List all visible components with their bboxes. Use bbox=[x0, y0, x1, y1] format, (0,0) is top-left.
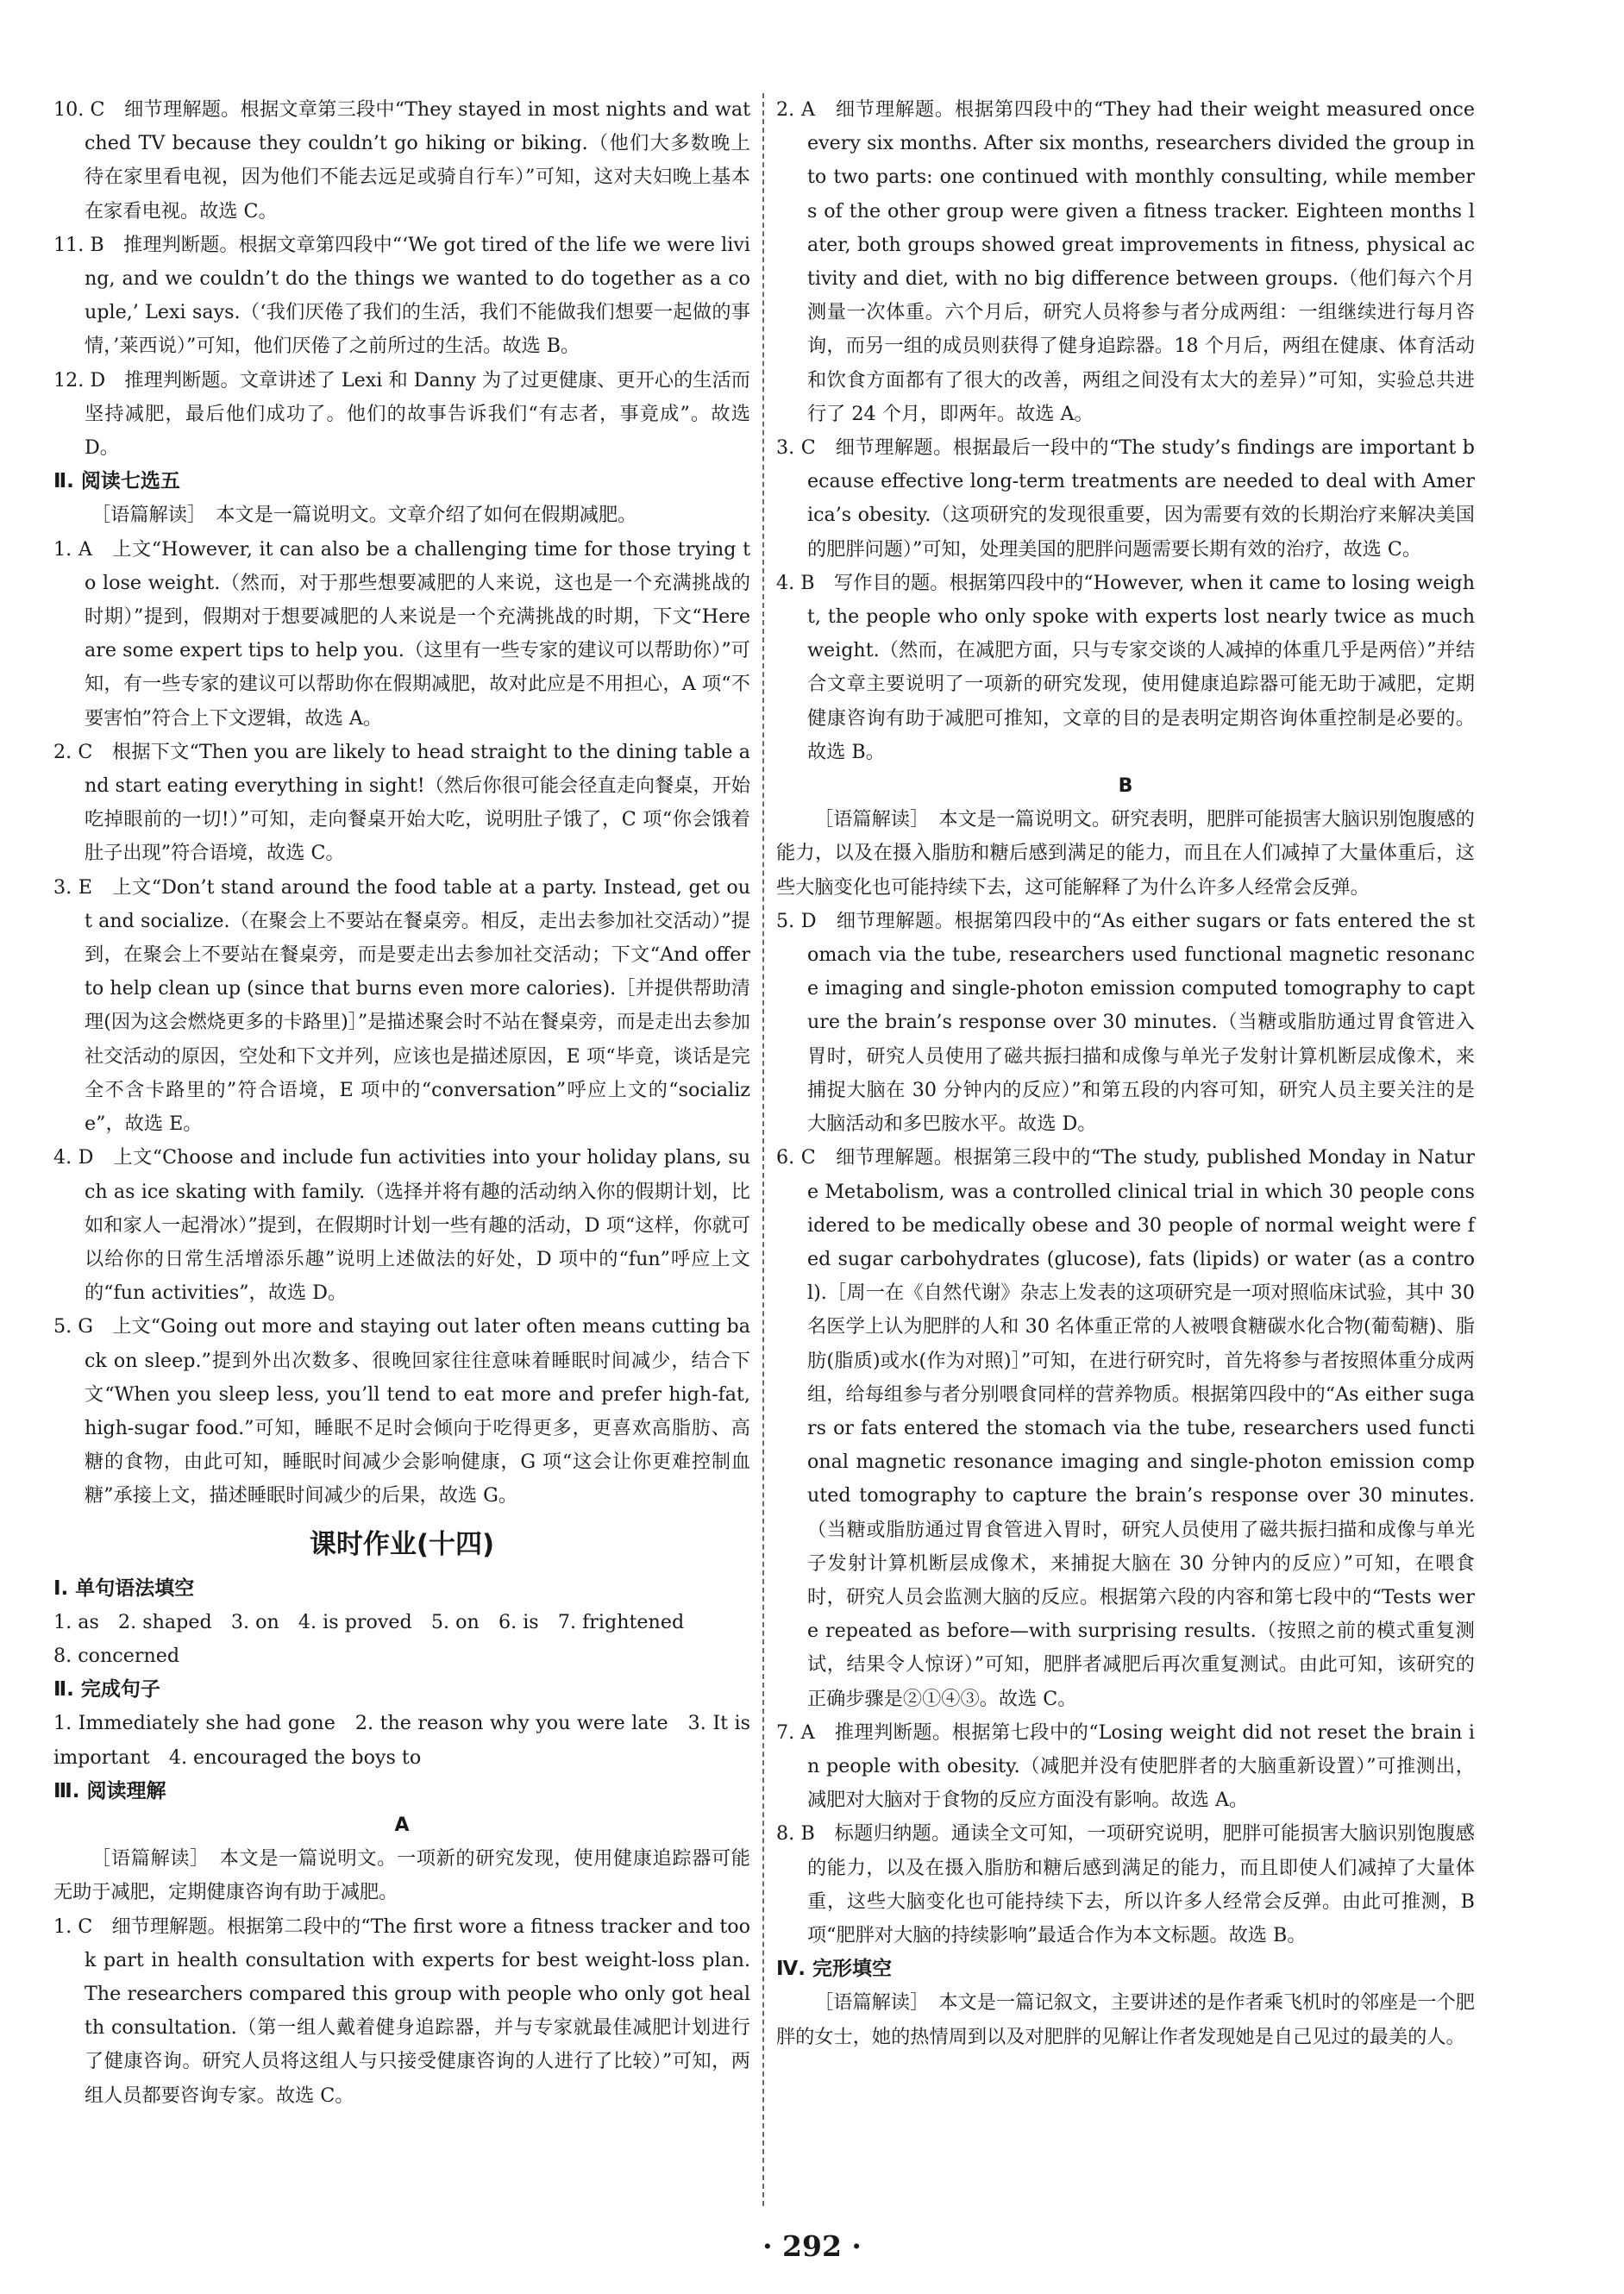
answer-12: 12. D 推理判断题。文章讲述了 Lexi 和 Danny 为了过更健康、更开心的生活而坚持减肥，最后他们成功了。他们的故事告诉我们“有志者，事竟成”。故选 D。 bbox=[53, 368, 750, 460]
passage-a-answer-1: 1. C 细节理解题。根据第二段中的“The first wore a fitness tracker and took part in health consultation with experts for best weight-loss plan. The researchers compared this group with people who only got health consultation.（第一组人戴着健身追踪器，并与专家就最佳减肥计划进行了健康咨询。研究人员将这组人与只接受健康咨询的人进行了比较）”可知，两组人员都要咨询专家。故选 C。 bbox=[53, 1915, 750, 2107]
complete-sentences-title: Ⅱ. 完成句子 bbox=[53, 1678, 160, 1702]
reading-comprehension-title: Ⅲ. 阅读理解 bbox=[53, 1779, 166, 1802]
left-column bbox=[53, 93, 750, 2113]
grammar-fill-title: Ⅰ. 单句语法填空 bbox=[53, 1576, 195, 1600]
answer-10: 10. C 细节理解题。根据文章第三段中“They stayed in most nights and watched TV because they couldn’t go hiking or biking.（他们大多数晚上待在家里看电视，因为他们不能去远足或骑自行车）”可知，这对夫妇晚上基本在家看电视。故选 C。 bbox=[53, 98, 750, 223]
passage-a-answer-3: 3. C 细节理解题。根据最后一段中的“The study’s findings are important because effective long-term treatments are needed to deal with America’s obesity.（这项研究的发现很重要，因为需要有效的长期治疗来解决美国的肥胖问题）”可知，处理美国的肥胖问题需要长期有效的治疗，故选 C。 bbox=[776, 436, 1475, 561]
section-seven-choose-five-intro: ［语篇解读］ 本文是一篇说明文。文章介绍了如何在假期减肥。 bbox=[91, 504, 637, 527]
homework-title: 课时作业(十四) bbox=[309, 1528, 495, 1560]
passage-a-answer-2: 2. A 细节理解题。根据第四段中的“They had their weight measured once every six months. After six months, researchers divided the group into two parts: one continued with monthly consulting, while members of the other group were given a fitness tracker. Eighteen months later, both groups showed great improvements in fitness, physical activity and diet, with no big difference between groups.（他们每六个月测量一次体重。六个月后，研究人员将参与者分成两组：一组继续进行每月咨询，而另一组的成员则获得了健身追踪器。18 个月后，两组在健康、体育活动和饮食方面都有了很大的改善，两组之间没有太大的差异）”可知，实验总共进行了 24 个月，即两年。故选 A。 bbox=[776, 98, 1475, 425]
passage-b-answer-8: 8. B 标题归纳题。通读全文可知，一项研究说明，肥胖可能损害大脑识别饱腹感的能力，以及在摄入脂肪和糖后感到满足的能力，而且即使人们减掉了大量体重，这些大脑变化也可能持续下去，所以许多人经常会反弹。由此可推测，B 项“肥胖对大脑的持续影响”最适合作为本文标题。故选 B。 bbox=[776, 1822, 1475, 1946]
seven-choose-five-answer-3: 3. E 上文“Don’t stand around the food table at a party. Instead, get out and socialize.（在聚会上不要站在餐桌旁。相反，走出去参加社交活动）”提到，在聚会上不要站在餐桌旁，而是要走出去参加社交活动；下文“And offer to help clean up (since that burns even more calories).［并提供帮助清理(因为这会燃烧更多的卡路里)］”是描述聚会时不站在餐桌旁，而是走出去参加社交活动的原因，空处和下文并列，应该也是描述原因，E 项“毕竟，谈话是完全不含卡路里的”符合语境，E 项中的“conversation”呼应上文的“socialize”，故选 E。 bbox=[53, 875, 750, 1136]
passage-a-intro: ［语篇解读］ 本文是一篇说明文。一项新的研究发现，使用健康追踪器可能无助于减肥，定期健康咨询有助于减肥。 bbox=[53, 1847, 750, 1904]
passage-b-answer-7: 7. A 推理判断题。根据第七段中的“Losing weight did not reset the brain in people with obesity.（减肥并没有使肥胖者的大脑重新设置）”可推测出，减肥对大脑对于食物的反应方面没有影响。故选 A。 bbox=[776, 1720, 1475, 1812]
passage-b-intro: ［语篇解读］ 本文是一篇说明文。研究表明，肥胖可能损害大脑识别饱腹感的能力，以及在摄入脂肪和糖后感到满足的能力，而且在人们减掉了大量体重后，这些大脑变化也可能持续下去，这可能解释了为什么许多人经常会反弹。 bbox=[776, 808, 1475, 899]
passage-b-answer-5: 5. D 细节理解题。根据第四段中的“As either sugars or fats entered the stomach via the tube, researchers used functional magnetic resonance imaging and single-photon emission computed tomography to capture the brain’s response over 30 minutes.（当糖或脂肪通过胃食管进入胃时，研究人员使用了磁共振扫描和成像与单光子发射计算机断层成像术，来捕捉大脑在 30 分钟内的反应）”和第五段的内容可知，研究人员主要关注的是大脑活动和多巴胺水平。故选 D。 bbox=[776, 909, 1475, 1136]
cloze-intro: ［语篇解读］ 本文是一篇记叙文，主要讲述的是作者乘飞机时的邻座是一个肥胖的女士，她的热情周到以及对肥胖的见解让作者发现她是自己见过的最美的人。 bbox=[776, 1991, 1475, 2048]
seven-choose-five-answer-2: 2. C 根据下文“Then you are likely to head straight to the dining table and start eating everything in sight!（然后你很可能会径直走向餐桌，开始吃掉眼前的一切!）”可知，走向餐桌开始大吃，说明肚子饿了，C 项“你会饿着肚子出现”符合语境，故选 C。 bbox=[53, 740, 750, 865]
passage-a-answer-4: 4. B 写作目的题。根据第四段中的“However, when it came to losing weight, the people who only spoke with experts lost nearly twice as much weight.（然而，在减肥方面，只与专家交谈的人减掉的体重几乎是两倍）”并结合文章主要说明了一项新的研究发现，使用健康追踪器可能无助于减肥，定期健康咨询有助于减肥可推知，文章的目的是表明定期咨询体重控制是必要的。故选 B。 bbox=[776, 571, 1475, 763]
grammar-fill-answers-line-1: 1. as 2. shaped 3. on 4. is proved 5. on 6. is 7. frightened bbox=[53, 1610, 685, 1633]
page-number: · 292 · bbox=[762, 2229, 862, 2263]
answer-11: 11. B 推理判断题。根据文章第四段中“‘We got tired of the life we were living, and we couldn’t do the things we wanted to do together as a couple,’ Lexi says.（‘我们厌倦了我们的生活，我们不能做我们想要一起做的事情，’莱西说）”可知，他们厌倦了之前所过的生活。故选 B。 bbox=[53, 233, 750, 358]
passage-b-label: B bbox=[1118, 775, 1133, 798]
section-seven-choose-five-title: Ⅱ. 阅读七选五 bbox=[53, 470, 180, 493]
cloze-title: Ⅳ. 完形填空 bbox=[776, 1958, 893, 1981]
grammar-fill-answers-line-2: 8. concerned bbox=[53, 1644, 180, 1667]
right-column bbox=[776, 93, 1475, 2054]
seven-choose-five-answer-1: 1. A 上文“However, it can also be a challenging time for those trying to lose weight.（然而，对于那些想要减肥的人来说，这也是一个充满挑战的时期）”提到，假期对于想要减肥的人来说是一个充满挑战的时期，下文“Here are some expert tips to help you.（这里有一些专家的建议可以帮助你）”可知，有一些专家的建议可以帮助你在假期减肥，故对此应是不用担心，A 项“不要害怕”符合上下文逻辑，故选 A。 bbox=[53, 537, 750, 730]
column-divider bbox=[762, 93, 764, 2206]
seven-choose-five-answer-4: 4. D 上文“Choose and include fun activities into your holiday plans, such as ice skating with family.（选择并将有趣的活动纳入你的假期计划，比如和家人一起滑冰）”提到，在假期时计划一些有趣的活动，D 项“这样，你就可以给你的日常生活增添乐趣”说明上述做法的好处，D 项中的“fun”呼应上文的“fun activities”，故选 D。 bbox=[53, 1146, 750, 1305]
seven-choose-five-answer-5: 5. G 上文“Going out more and staying out later often means cutting back on sleep.”提到外出次数多、很晚回家往往意味着睡眠时间减少，结合下文“When you sleep less, you’ll tend to eat more and prefer high-fat, high-sugar food.”可知，睡眠不足时会倾向于吃得更多，更喜欢高脂肪、高糖的食物，由此可知，睡眠时间减少会影响健康，G 项“这会让你更难控制血糖”承接上文，描述睡眠时间减少的后果，故选 G。 bbox=[53, 1315, 750, 1507]
passage-b-answer-6: 6. C 细节理解题。根据第三段中的“The study, published Monday in Nature Metabolism, was a controlled clinical trial in which 30 people considered to be medically obese and 30 people of normal weight were fed sugar carbohydrates (glucose), fats (lipids) or water (as a control).［周一在《自然代谢》杂志上发表的这项研究是一项对照临床试验，其中 30 名医学上认为肥胖的人和 30 名体重正常的人被喂食糖碳水化合物(葡萄糖)、脂肪(脂质)或水(作为对照)］”可知，在进行研究时，首先将参与者按照体重分成两组，给每组参与者分别喂食同样的营养物质。根据第四段中的“As either sugars or fats entered the stomach via the tube, researchers used functional magnetic resonance imaging and single-photon emission computed tomography to capture the brain’s response over 30 minutes.（当糖或脂肪通过胃食管进入胃时，研究人员使用了磁共振扫描和成像与单光子发射计算机断层成像术，来捕捉大脑在 30 分钟内的反应）”可知，在喂食时，研究人员会监测大脑的反应。根据第六段的内容和第七段中的“Tests were repeated as before—with surprising results.（按照之前的模式重复测试，结果令人惊讶）”可知，肥胖者减肥后再次重复测试。由此可知，该研究的正确步骤是②①④③。故选 C。 bbox=[776, 1146, 1475, 1710]
passage-a-label: A bbox=[394, 1814, 410, 1836]
complete-sentences-answers: 1. Immediately she had gone 2. the reason why you were late 3. It is important 4. encouraged the boys to bbox=[53, 1712, 750, 1769]
